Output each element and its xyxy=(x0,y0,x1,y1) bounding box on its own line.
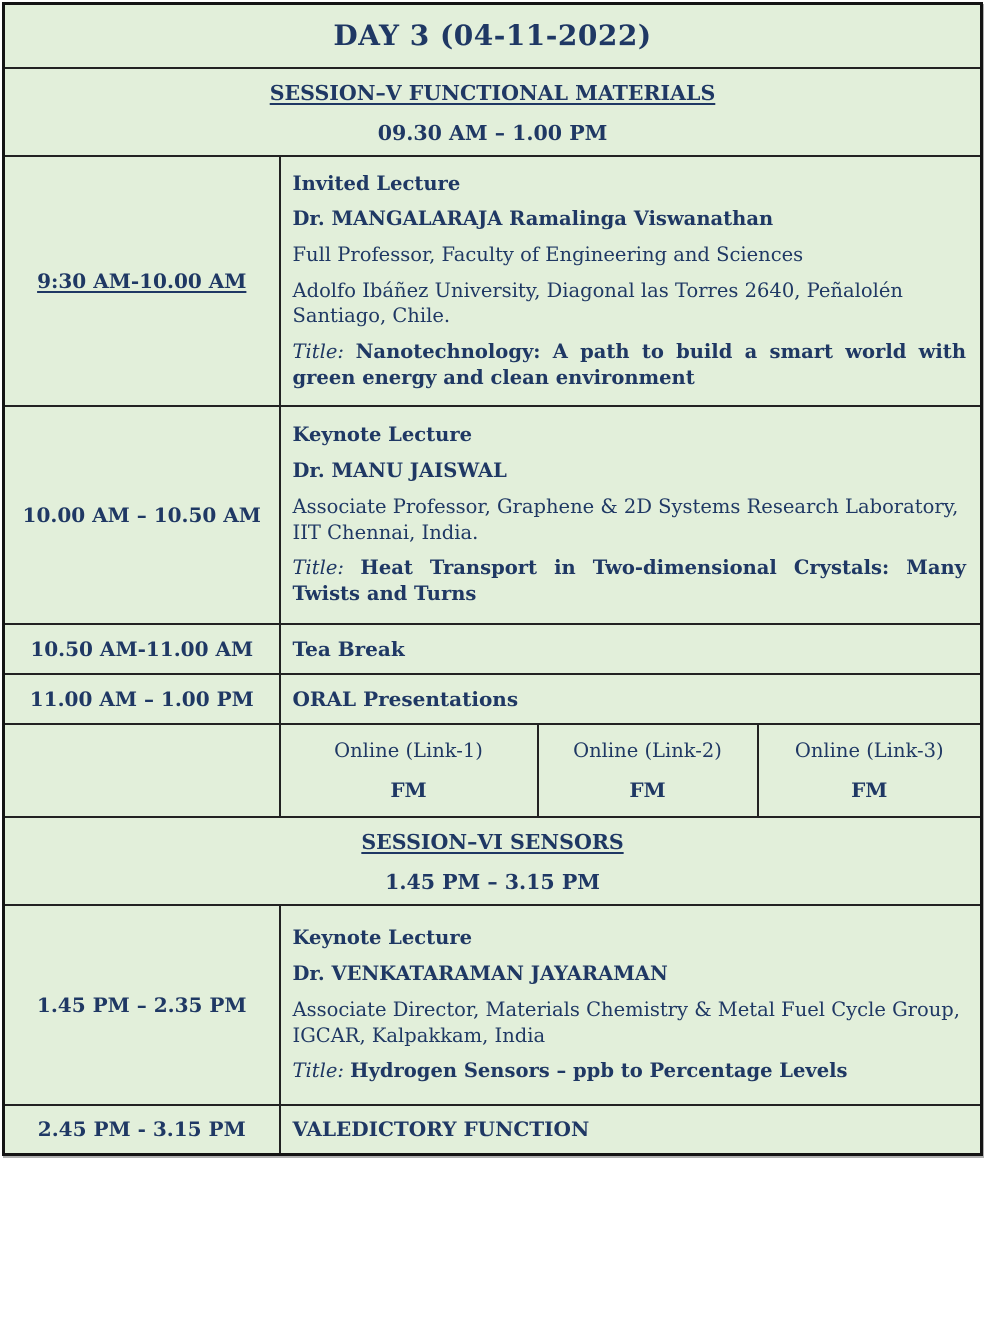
session-v-header-row xyxy=(4,68,982,156)
invited-speaker-name: Dr. MANGALARAJA Ramalinga Viswanathan xyxy=(292,207,774,231)
online-link-2-cell xyxy=(538,724,758,817)
session-v-time: 09.30 AM – 1.00 PM xyxy=(377,120,608,145)
invited-time-cell xyxy=(4,156,280,406)
online-links-row xyxy=(4,724,982,817)
session-vi-title: SESSION–VI SENSORS xyxy=(361,829,624,854)
keynote1-lecture-type: Keynote Lecture xyxy=(292,423,472,447)
invited-affiliation-line1: Full Professor, Faculty of Engineering and Sciences xyxy=(292,242,804,266)
invited-talk-title-line xyxy=(293,339,967,390)
oral-time: 11.00 AM – 1.00 PM xyxy=(4,674,280,724)
keynote2-lecture-type: Keynote Lecture xyxy=(292,926,472,950)
invited-affiliation-line2: Adolfo Ibáñez University, Diagonal las Torres 2640, Peñalolén Santiago, Chile. xyxy=(292,278,903,328)
keynote1-row xyxy=(4,406,982,624)
valedictory-label: VALEDICTORY FUNCTION xyxy=(280,1105,982,1155)
day-title: DAY 3 (04-11-2022) xyxy=(4,4,982,68)
online-links-empty-time-cell xyxy=(4,724,280,817)
keynote2-row xyxy=(4,905,982,1105)
tea-break-row xyxy=(4,624,982,674)
session-vi-header-cell xyxy=(4,817,982,905)
tea-break-label: Tea Break xyxy=(280,624,982,674)
day-title-row xyxy=(4,4,982,68)
keynote2-talk-title-line xyxy=(293,1058,967,1084)
keynote1-speaker-name: Dr. MANU JAISWAL xyxy=(292,459,507,483)
schedule-table xyxy=(2,2,983,1156)
online-link-1-label: Online (Link-1) xyxy=(334,738,483,762)
invited-details-cell xyxy=(280,156,982,406)
keynote2-details-cell xyxy=(280,905,982,1105)
keynote1-affiliation: Associate Professor, Graphene & 2D Systems Research Laboratory, IIT Chennai, India. xyxy=(292,494,959,544)
invited-talk-title: Nanotechnology: A path to build a smart world with green energy and clean environment xyxy=(292,340,966,389)
session-v-title: SESSION–V FUNCTIONAL MATERIALS xyxy=(269,80,716,105)
keynote2-talk-title: Hydrogen Sensors – ppb to Percentage Levels xyxy=(350,1059,848,1083)
online-link-3-cell xyxy=(758,724,982,817)
oral-presentations-row xyxy=(4,674,982,724)
keynote1-details-cell xyxy=(280,406,982,624)
invited-lecture-type: Invited Lecture xyxy=(292,171,461,195)
invited-title-label: Title: xyxy=(292,340,344,364)
online-link-3-room: FM xyxy=(851,777,888,802)
keynote2-time: 1.45 PM – 2.35 PM xyxy=(4,905,280,1105)
online-link-1-cell xyxy=(280,724,538,817)
invited-lecture-row xyxy=(4,156,982,406)
keynote1-time: 10.00 AM – 10.50 AM xyxy=(4,406,280,624)
session-vi-time: 1.45 PM – 3.15 PM xyxy=(385,869,600,894)
keynote2-affiliation: Associate Director, Materials Chemistry & Metal Fuel Cycle Group, IGCAR, Kalpakkam, India xyxy=(292,997,960,1047)
keynote2-speaker-name: Dr. VENKATARAMAN JAYARAMAN xyxy=(292,962,668,986)
session-v-header-cell xyxy=(4,68,982,156)
oral-label: ORAL Presentations xyxy=(280,674,982,724)
online-link-2-label: Online (Link-2) xyxy=(573,738,722,762)
invited-time: 9:30 AM-10.00 AM xyxy=(37,268,247,293)
keynote1-talk-title: Heat Transport in Two-dimensional Crystals: Many Twists and Turns xyxy=(292,556,966,606)
session-vi-header-row xyxy=(4,817,982,905)
keynote1-title-label: Title: xyxy=(292,556,344,580)
valedictory-time: 2.45 PM - 3.15 PM xyxy=(4,1105,280,1155)
online-link-1-room: FM xyxy=(390,777,427,802)
keynote2-title-label: Title: xyxy=(292,1059,344,1083)
valedictory-row xyxy=(4,1105,982,1155)
online-link-2-room: FM xyxy=(629,777,666,802)
keynote1-talk-title-line xyxy=(293,555,967,606)
online-link-3-label: Online (Link-3) xyxy=(794,738,944,762)
tea-break-time: 10.50 AM-11.00 AM xyxy=(4,624,280,674)
